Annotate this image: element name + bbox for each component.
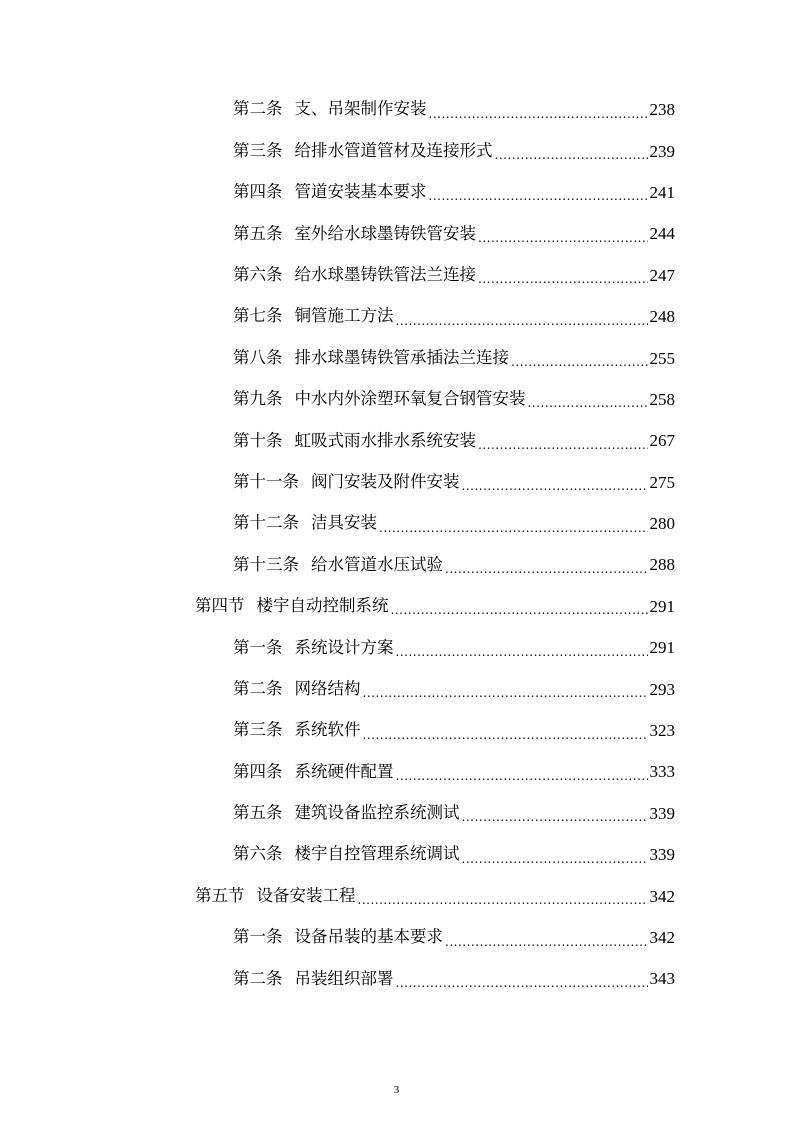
toc-entry-leader bbox=[478, 273, 648, 285]
toc-entry-title: 阀门安装及附件安装 bbox=[311, 471, 460, 491]
toc-entry-page: 342 bbox=[649, 928, 675, 947]
toc-entry-number: 第十条 bbox=[233, 430, 283, 450]
toc-entry-number: 第三条 bbox=[233, 140, 283, 160]
toc-entry[interactable] bbox=[0, 420, 675, 461]
toc-entry-number: 第五条 bbox=[233, 803, 283, 823]
toc-entry-page: 247 bbox=[649, 265, 675, 285]
toc-entry-title: 中水内外涂塑环氧复合钢管安装 bbox=[294, 389, 526, 409]
toc-entry-title: 吊装组织部署 bbox=[294, 968, 394, 988]
toc-entry-leader bbox=[462, 811, 648, 823]
toc-entry-number: 第十一条 bbox=[233, 471, 299, 491]
toc-entry-title: 设备安装工程 bbox=[256, 885, 356, 905]
toc-entry-leader bbox=[511, 356, 648, 368]
toc-entry-title: 楼宇自动控制系统 bbox=[256, 596, 389, 616]
toc-entry-leader bbox=[478, 439, 648, 451]
toc-entry-number: 第四条 bbox=[233, 761, 283, 781]
toc-entry-list bbox=[0, 89, 793, 1000]
toc-entry-leader bbox=[396, 646, 648, 658]
toc-entry-title: 给水管道水压试验 bbox=[311, 554, 443, 574]
toc-entry[interactable] bbox=[0, 875, 675, 916]
toc-entry-page: 239 bbox=[649, 141, 675, 161]
toc-entry-leader bbox=[391, 604, 648, 616]
toc-entry-number: 第一条 bbox=[233, 637, 283, 657]
toc-entry[interactable] bbox=[0, 296, 675, 337]
toc-entry-title: 给水球墨铸铁管法兰连接 bbox=[294, 265, 476, 284]
toc-entry-page: 244 bbox=[649, 224, 675, 244]
toc-entry-number: 第一条 bbox=[233, 927, 283, 947]
toc-entry[interactable] bbox=[0, 627, 675, 668]
toc-entry[interactable] bbox=[0, 89, 675, 130]
toc-entry-page: 258 bbox=[649, 389, 675, 409]
toc-entry-number: 第八条 bbox=[233, 347, 283, 367]
toc-entry[interactable] bbox=[0, 958, 675, 999]
toc-entry-title: 给排水管道管材及连接形式 bbox=[294, 140, 493, 160]
toc-entry[interactable] bbox=[0, 834, 675, 875]
toc-entry-leader bbox=[445, 563, 648, 575]
toc-entry-leader bbox=[478, 232, 648, 244]
toc-entry[interactable] bbox=[0, 544, 675, 585]
toc-entry-page: 343 bbox=[649, 969, 675, 989]
toc-entry-leader bbox=[396, 770, 648, 782]
toc-entry[interactable] bbox=[0, 379, 675, 420]
toc-entry[interactable] bbox=[0, 337, 675, 378]
toc-entry-page: 275 bbox=[649, 472, 675, 492]
toc-entry-page: 288 bbox=[649, 555, 675, 575]
toc-entry[interactable] bbox=[0, 130, 675, 171]
toc-entry-number: 第七条 bbox=[233, 306, 283, 326]
toc-entry-title: 建筑设备监控系统测试 bbox=[294, 803, 460, 823]
table-of-contents bbox=[0, 89, 793, 1000]
toc-entry-page: 291 bbox=[649, 596, 675, 616]
toc-entry-leader bbox=[429, 108, 648, 120]
toc-entry-title: 系统设计方案 bbox=[294, 637, 394, 657]
toc-entry[interactable] bbox=[0, 710, 675, 751]
toc-entry-page: 241 bbox=[649, 182, 675, 202]
toc-entry-number: 第六条 bbox=[233, 265, 283, 284]
toc-entry-title: 室外给水球墨铸铁管安装 bbox=[294, 223, 476, 243]
toc-entry-number: 第四节 bbox=[195, 596, 245, 616]
toc-entry-page: 238 bbox=[649, 100, 675, 120]
toc-entry-page: 248 bbox=[649, 307, 675, 327]
toc-entry[interactable] bbox=[0, 668, 675, 709]
toc-entry-number: 第二条 bbox=[233, 678, 283, 698]
toc-entry[interactable] bbox=[0, 917, 675, 958]
toc-entry[interactable] bbox=[0, 793, 675, 834]
toc-entry-page: 339 bbox=[649, 803, 675, 823]
toc-entry-leader bbox=[429, 190, 648, 202]
toc-entry-number: 第四条 bbox=[233, 182, 283, 202]
toc-entry-number: 第三条 bbox=[233, 720, 283, 740]
toc-entry-title: 管道安装基本要求 bbox=[294, 182, 427, 202]
toc-entry[interactable] bbox=[0, 751, 675, 792]
toc-entry-leader bbox=[363, 687, 648, 699]
toc-entry-page: 333 bbox=[649, 762, 675, 782]
toc-entry-page: 323 bbox=[649, 721, 675, 741]
toc-entry-page: 291 bbox=[649, 638, 675, 658]
toc-entry-leader bbox=[363, 729, 648, 741]
toc-entry-number: 第五条 bbox=[233, 223, 283, 243]
toc-entry-title: 虹吸式雨水排水系统安装 bbox=[294, 430, 476, 450]
toc-entry-page: 339 bbox=[649, 845, 675, 865]
toc-entry-leader bbox=[495, 149, 648, 161]
toc-entry-title: 支、吊架制作安装 bbox=[294, 99, 427, 119]
toc-entry-number: 第十二条 bbox=[233, 513, 299, 533]
toc-entry[interactable] bbox=[0, 255, 675, 296]
toc-entry[interactable] bbox=[0, 462, 675, 503]
toc-entry-leader bbox=[379, 522, 648, 534]
toc-entry-title: 排水球墨铸铁管承插法兰连接 bbox=[294, 347, 509, 367]
toc-entry-page: 280 bbox=[649, 514, 675, 534]
toc-entry-number: 第十三条 bbox=[233, 554, 299, 574]
toc-entry-title: 系统软件 bbox=[294, 720, 361, 740]
toc-entry-leader bbox=[462, 480, 648, 492]
toc-entry[interactable] bbox=[0, 586, 675, 627]
toc-entry-page: 255 bbox=[649, 348, 675, 368]
toc-entry-number: 第五节 bbox=[195, 885, 245, 905]
toc-entry-title: 网络结构 bbox=[294, 678, 361, 698]
toc-entry-number: 第二条 bbox=[233, 99, 283, 119]
toc-entry-page: 267 bbox=[649, 431, 675, 451]
toc-entry-leader bbox=[396, 315, 648, 327]
toc-entry-title: 洁具安装 bbox=[311, 513, 377, 533]
toc-entry-title: 设备吊装的基本要求 bbox=[294, 927, 443, 947]
toc-entry-page: 293 bbox=[649, 679, 675, 699]
page-number: 3 bbox=[393, 1084, 400, 1096]
toc-entry-page: 342 bbox=[649, 886, 675, 906]
toc-entry-leader bbox=[445, 936, 648, 948]
toc-entry[interactable] bbox=[0, 172, 675, 213]
toc-entry[interactable] bbox=[0, 503, 675, 544]
toc-entry-title: 铜管施工方法 bbox=[294, 306, 394, 326]
toc-entry-leader bbox=[528, 397, 648, 409]
toc-entry-leader bbox=[358, 894, 648, 906]
toc-entry-title: 楼宇自控管理系统调试 bbox=[294, 844, 460, 864]
toc-entry[interactable] bbox=[0, 213, 675, 254]
toc-entry-number: 第二条 bbox=[233, 968, 283, 988]
toc-entry-leader bbox=[396, 977, 648, 989]
toc-entry-leader bbox=[462, 853, 648, 865]
toc-entry-number: 第九条 bbox=[233, 389, 283, 409]
toc-entry-number: 第六条 bbox=[233, 844, 283, 864]
toc-entry-title: 系统硬件配置 bbox=[294, 761, 394, 781]
